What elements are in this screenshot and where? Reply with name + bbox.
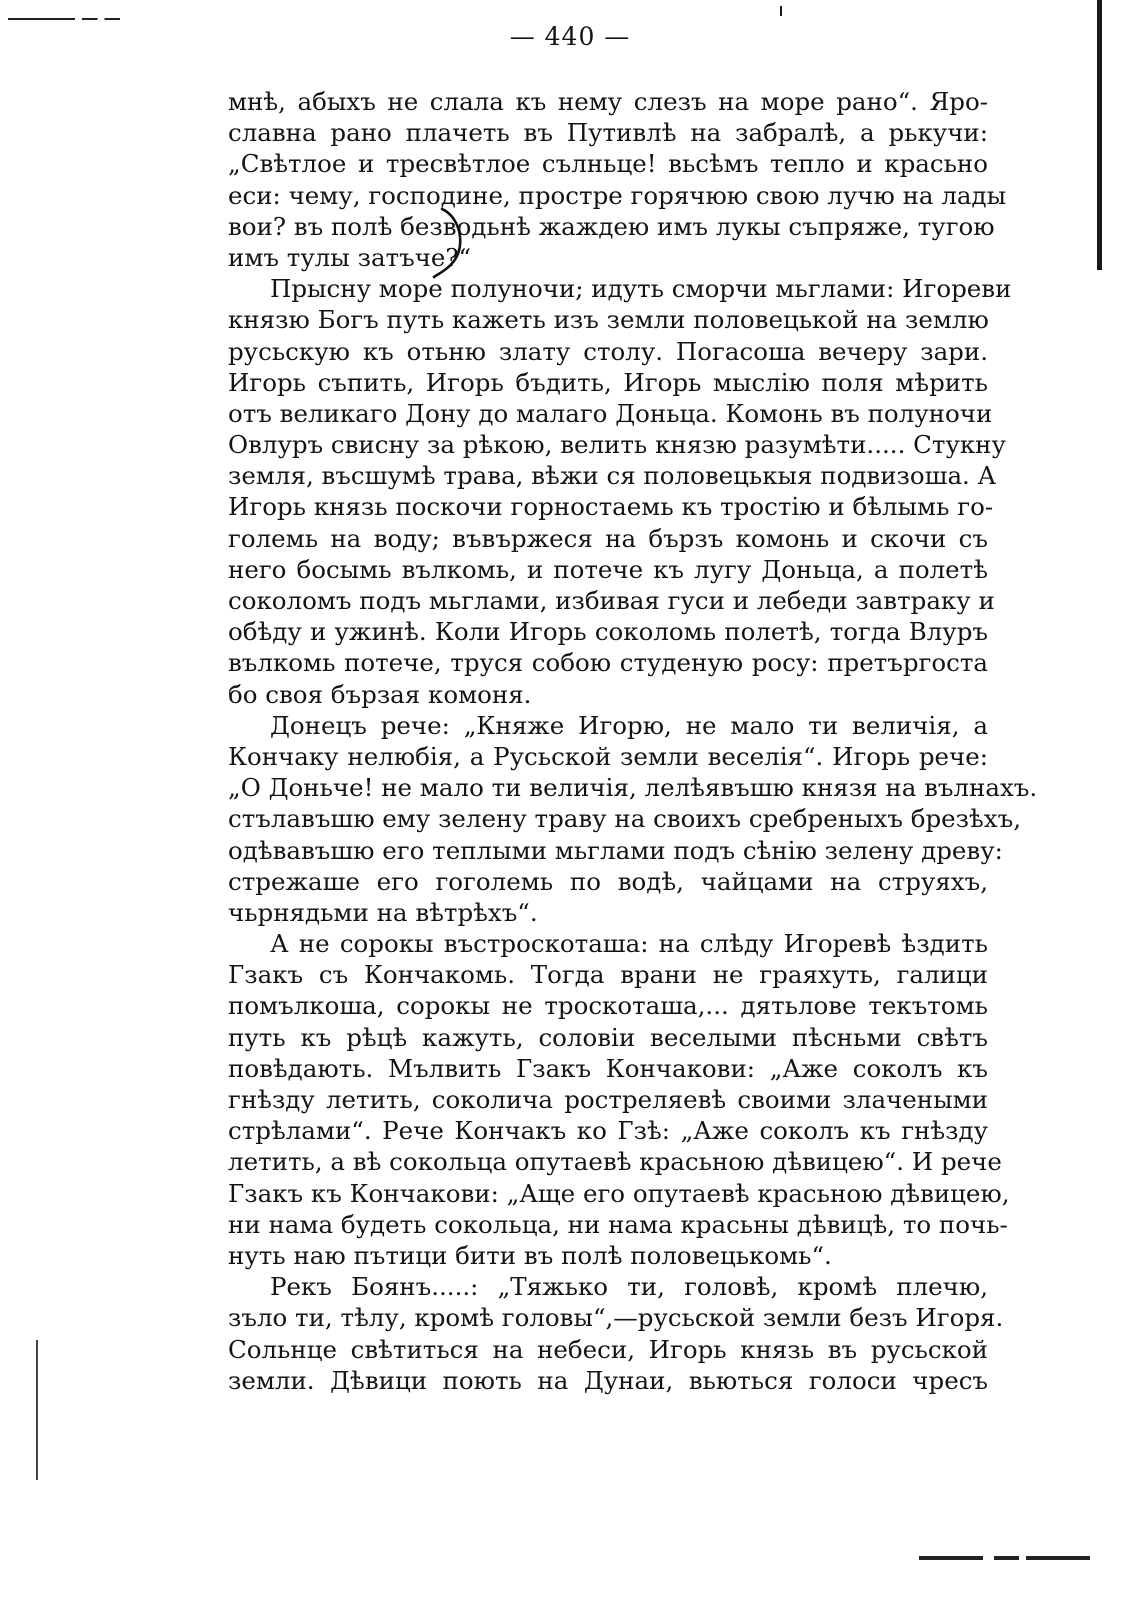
text-line: земля, въсшумѣ трава, вѣжи ся половецькыя подвизоша. А [228, 461, 997, 491]
paragraph [228, 928, 1010, 1271]
text-line: нуть наю пътици бити въ полѣ половецькомь“. [228, 1240, 832, 1270]
text-line: бо своя бързая комоня. [228, 679, 532, 709]
paragraph [228, 1271, 1004, 1396]
text-line: чьрнядьми на вѣтрѣхъ“. [228, 897, 538, 927]
text-line: имъ тулы затъче?“ [228, 242, 472, 272]
paragraph [228, 86, 1007, 273]
text-line: обѣду и ужинѣ. Коли Игорь соколомь полетѣ, тогда Влуръ [228, 617, 988, 647]
text-line: „О Доньче! не мало ти величія, лелѣявъшю князя на вълнахъ. [228, 773, 1038, 803]
paragraph [228, 273, 1012, 710]
text-line: Донецъ рече: „Княже Игорю, не мало ти величія, а [270, 710, 988, 740]
text-line: гнѣзду летить, соколича ростреляевѣ своими злачеными [228, 1085, 988, 1114]
text-line: големь на воду; въвържеся на бързъ комонь и скочи съ [228, 523, 988, 553]
text-line: Прысну море полуночи; идуть сморчи мьглами: Игореви [270, 274, 1012, 304]
text-line: зъло ти, тѣлу, кромѣ головы“,—русьской земли безъ Игоря. [228, 1303, 1004, 1333]
text-line: отъ великаго Дону до малаго Доньца. Комонь въ полуночи [228, 398, 993, 428]
text-line: еси: чему, господине, простре горячюю свою лучю на лады [228, 180, 1007, 210]
text-line: одѣвавъшю его теплыми мьглами подъ сѣнію зелену древу: [228, 835, 1003, 865]
text-line: Кончаку нелюбія, а Русьской земли веселія“. Игорь рече: [228, 741, 988, 771]
text-line: „Свѣтлое и тресвѣтлое сълньце! вьсѣмъ тепло и красьно [228, 149, 988, 179]
text-line: летить, а вѣ сокольца опутаевѣ красьною дѣвицею“. И рече [228, 1147, 1002, 1177]
text-line: стълавъшю ему зелену траву на своихъ сребреныхъ брезѣхъ, [228, 804, 1021, 834]
paragraph [228, 710, 1038, 928]
text-line: путь къ рѣцѣ кажуть, соловіи веселыми пѣсньми свѣтъ [228, 1022, 988, 1052]
text-line: князю Богъ путь кажеть изъ земли половецькой на землю [228, 305, 989, 335]
text-line: вои? въ полѣ безводьнѣ жаждею имъ лукы съпряже, тугою [228, 211, 995, 241]
document-body [228, 86, 1038, 1396]
text-line: Гзакъ съ Кончакомь. Тогда врани не граяхуть, галици [228, 960, 988, 990]
text-line: стрежаше его гоголемь по водѣ, чайцами на струяхъ, [228, 866, 988, 896]
pencil-bracket-annotation [420, 205, 490, 285]
text-line: Игорь съпить, Игорь бъдить, Игорь мыслію поля мѣрить [228, 367, 988, 397]
text-line: Гзакъ къ Кончакови: „Аще его опутаевѣ красьною дѣвицею, [228, 1178, 1010, 1208]
text-line: русьскую къ отьню злату столу. Погасоша вечеру зари. [228, 336, 988, 366]
scan-edge-mark-top-left [8, 18, 120, 20]
scan-edge-mark-bottom-right [912, 1556, 1090, 1560]
text-line: ни нама будеть сокольца, ни нама красьны дѣвицѣ, то почь- [228, 1209, 1008, 1239]
text-line: помълкоша, сорокы не троскоташа,... дятьлове текътомь [228, 991, 988, 1021]
scan-edge-mark-left [36, 1340, 38, 1480]
text-line: вълкомь потече, труся собою студеную росу: претъргоста [228, 648, 988, 678]
text-line: мнѣ, абыхъ не слала къ нему слезъ на море рано“. Яро- [228, 87, 988, 116]
text-line: Игорь князь поскочи горностаемь къ тростію и бѣлымь го- [228, 492, 994, 522]
page-number: — 440 — [509, 22, 631, 51]
text-line: А не сорокы въстроскоташа: на слѣду Игоревѣ ѣздить [270, 929, 988, 959]
text-line: соколомъ подъ мьглами, избивая гуси и лебеди завтраку и [228, 586, 995, 615]
text-line: славна рано плачеть въ Путивлѣ на забралѣ, а рькучи: [228, 118, 988, 148]
text-line: Овлуръ свисну за рѣкою, велить князю разумѣти..... Стукну [228, 430, 1006, 460]
text-line: земли. Дѣвици поють на Дунаи, вьються голоси чресъ [228, 1365, 988, 1395]
scan-speck-top [780, 6, 782, 16]
text-line: Рекъ Боянъ.....: „Тяжько ти, головѣ, кромѣ плечю, [270, 1272, 988, 1302]
text-line: Сольнце свѣтиться на небеси, Игорь князь въ русьской [228, 1334, 988, 1364]
text-line: повѣдають. Мълвить Гзакъ Кончакови: „Аже соколъ къ [228, 1053, 988, 1083]
text-line: стрѣлами“. Рече Кончакъ ко Гзѣ: „Аже соколъ къ гнѣзду [228, 1116, 988, 1146]
text-line: него босымь вълкомь, и потече къ лугу Доньца, а полетѣ [228, 554, 988, 584]
